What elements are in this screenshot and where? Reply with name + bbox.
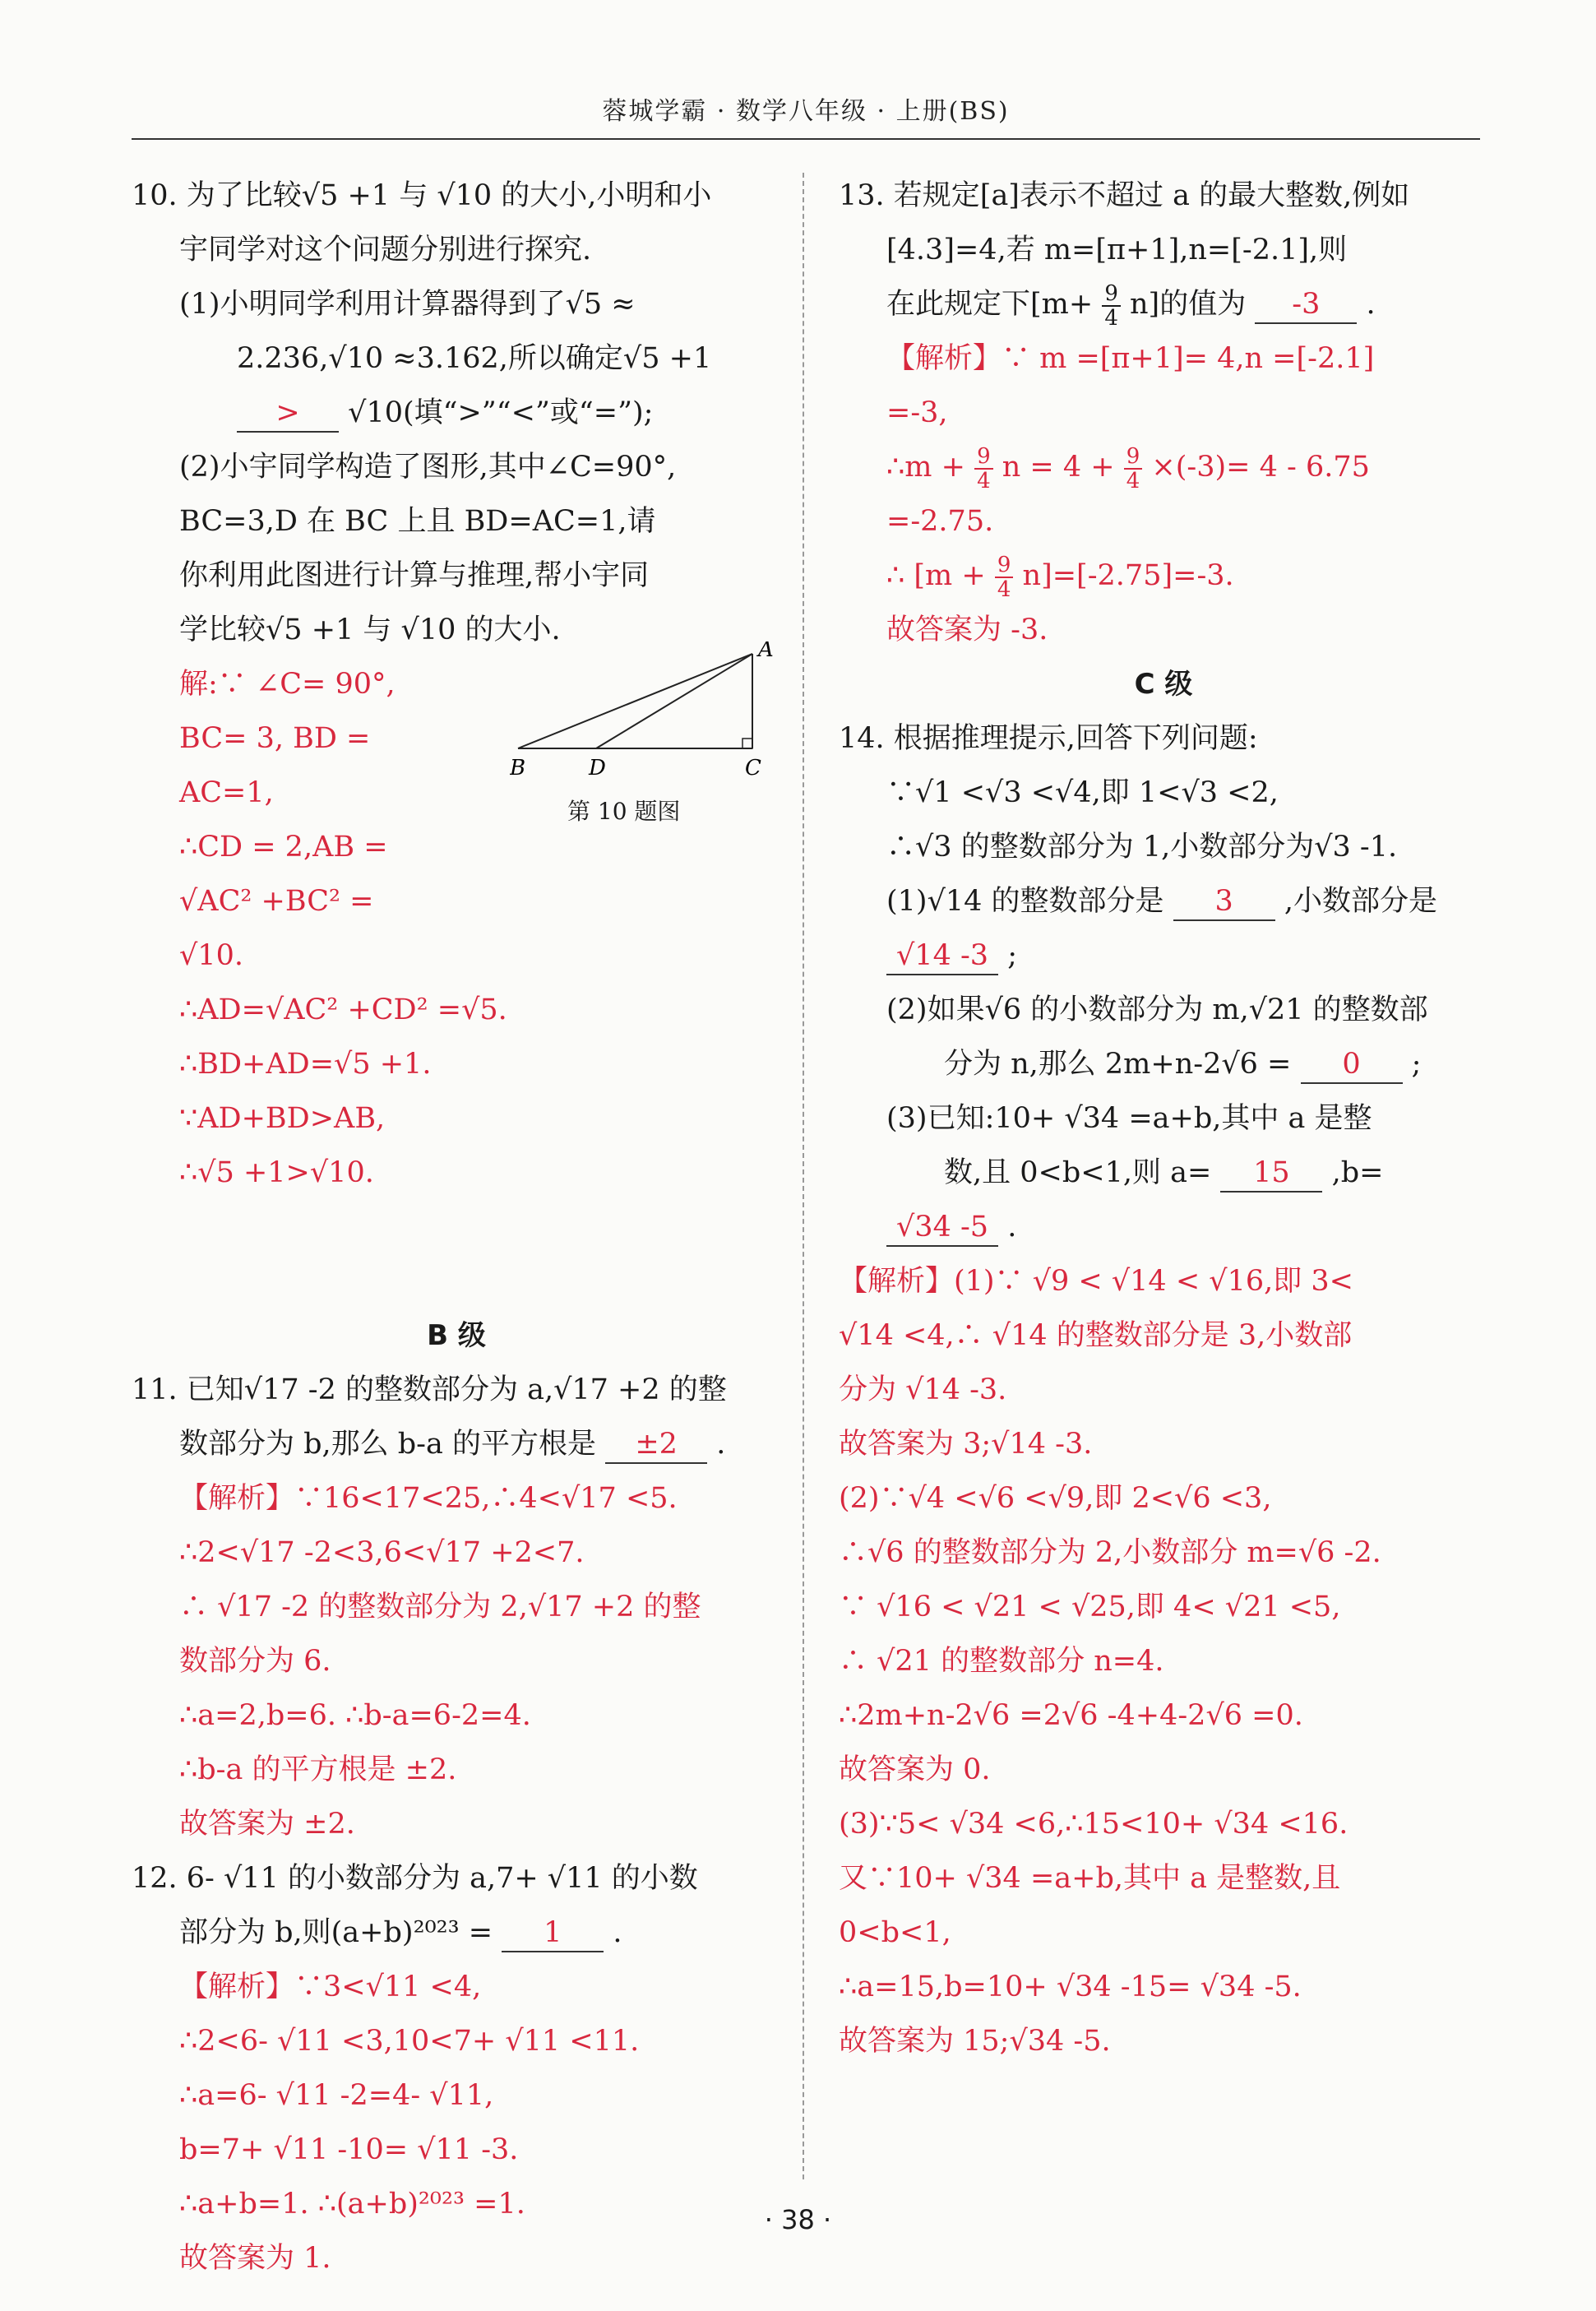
q10-solution-2: BC= 3, BD = [179,722,371,755]
q14-line-10: √34 -5 . [839,1200,1488,1254]
q13-line-3-mid: n]的值为 [1130,288,1247,321]
q13-period: . [1366,288,1376,321]
q14-solution-10: 故答案为 0. [839,1753,991,1786]
q13-solution-2: =-3, [886,396,948,429]
q12-solution-2: ∴2<6- √11 <3,10<7+ √11 <11. [179,2025,640,2058]
page-number: · 38 · [764,2204,832,2235]
q11-solution-6: ∴b-a 的平方根是 ±2. [179,1753,457,1786]
q10-line-8: 你利用此图进行计算与推理,帮小宇同 [179,559,650,592]
q14-line-2: ∵√1 <√3 <√4,即 1<√3 <2, [886,776,1279,809]
q10-solution-4: ∴CD = 2,AB = [179,831,388,864]
figure-caption: 第 10 题图 [567,798,681,825]
q12-line-1: 12. 6- √11 的小数部分为 a,7+ √11 的小数 [132,1862,698,1895]
q10-line-7: BC=3,D 在 BC 上且 BD=AC=1,请 [179,505,656,538]
q14-3-a-blank: 15 [1220,1155,1322,1193]
q13-solution-4: =-2.75. [886,505,994,538]
label-a: A [758,641,774,662]
fraction-9-4: $\frac{9}{4}$ [995,553,1014,601]
q14-solution-3: 分为 √14 -3. [839,1373,1007,1406]
column-divider [803,173,804,2179]
q14-solution-1: 【解析】(1)∵ √9 < √14 < √16,即 3< [839,1265,1353,1298]
q11-solution-4: 数部分为 6. [179,1645,331,1678]
left-column [132,169,781,2286]
q13-solution-3: ∴m + $\frac{9}{4}$ n = 4 + $\frac{9}{4}$ ×(-3)= 4 - 6.75 [886,443,1370,493]
q14-1-integer-blank: 3 [1173,883,1275,921]
q14-solution-9: ∴2m+n-2√6 =2√6 -4+4-2√6 =0. [839,1699,1303,1732]
segment-da [596,654,752,748]
label-d: D [589,756,606,780]
q14-solution-2: √14 <4,∴ √14 的整数部分是 3,小数部 [839,1319,1353,1352]
q14-line-7: 分为 n,那么 2m+n-2√6 = 0 ; [839,1037,1488,1091]
q10-solution-9: ∵AD+BD>AB, [179,1102,386,1135]
q14-line-9: 数,且 0<b<1,则 a= 15 ,b= [839,1146,1488,1200]
q14-solution-15: 故答案为 15;√34 -5. [839,2025,1111,2058]
q11-line-1: 11. 已知√17 -2 的整数部分为 a,√17 +2 的整 [132,1373,727,1406]
q12-period: . [613,1916,622,1949]
q10-solution-1: 解:∵ ∠C= 90°, [179,668,396,701]
q14-solution-13: 0<b<1, [839,1916,951,1949]
q11-solution-2: ∴2<√17 -2<3,6<√17 +2<7. [179,1536,585,1569]
q14-line-5: √14 -3 ; [839,929,1488,983]
spacer [132,1200,781,1308]
header-rule [132,138,1480,140]
q12-line-2 [132,1906,781,1960]
q10-line-9: 学比较√5 +1 与 √10 的大小. [179,614,561,646]
label-b: B [510,756,526,780]
running-header: 蓉城学霸 · 数学八年级 · 上册(BS) [602,97,1010,126]
q14-line-4: (1)√14 的整数部分是 3 ,小数部分是 [839,874,1488,929]
q11-solution-1: 【解析】∵16<17<25,∴4<√17 <5. [179,1482,678,1515]
q13-answer-blank: -3 [1255,286,1357,324]
fraction-9-4: $\frac{9}{4}$ [974,445,993,493]
q14-1-decimal-blank: √14 -3 [886,938,998,975]
q14-solution-14: ∴a=15,b=10+ √34 -15= √34 -5. [839,1971,1302,2003]
level-c-heading: C 级 [1134,668,1193,701]
segment-ba [518,654,752,748]
q14-solution-8: ∴ √21 的整数部分 n=4. [839,1645,1164,1678]
q14-solution-6: ∴√6 的整数部分为 2,小数部分 m=√6 -2. [839,1536,1381,1569]
q10-line-4: 2.236,√10 ≈3.162,所以确定√5 +1 [237,342,712,375]
q14-2-blank: 0 [1301,1046,1403,1084]
q12-answer-blank: 1 [502,1915,604,1952]
q10-line-5 [132,386,781,440]
q14-solution-7: ∵ √16 < √21 < √25,即 4< √21 <5, [839,1591,1341,1623]
label-c: C [745,756,761,780]
level-b-heading: B 级 [427,1319,486,1352]
right-column [839,169,1488,2068]
q11-line-2-text: 数部分为 b,那么 b-a 的平方根是 [179,1428,597,1461]
q10-solution-8: ∴BD+AD=√5 +1. [179,1048,432,1081]
fraction-9-4: $\frac{9}{4}$ [1124,445,1143,493]
q10-answer-blank: > [237,395,339,433]
q12-solution-1: 【解析】∵3<√11 <4, [179,1971,482,2003]
q13-solution-5: ∴ [m + $\frac{9}{4}$ n]=[-2.75]=-3. [886,552,1234,602]
q14-line-3: ∴√3 的整数部分为 1,小数部分为√3 -1. [886,831,1398,864]
q12-solution-4: b=7+ √11 -10= √11 -3. [179,2133,519,2166]
q14-solution-12: 又∵10+ √34 =a+b,其中 a 是整数,且 [839,1862,1341,1895]
q12-solution-3: ∴a=6- √11 -2=4- √11, [179,2079,494,2112]
q14-line-8: (3)已知:10+ √34 =a+b,其中 a 是整 [886,1102,1372,1135]
q10-line-6: (2)小宇同学构造了图形,其中∠C=90°, [179,451,677,484]
fraction-9-4: $\frac{9}{4}$ [1102,282,1121,330]
q12-line-2-text: 部分为 b,则(a+b)²⁰²³ = [179,1916,493,1949]
q14-solution-11: (3)∵5< √34 <6,∴15<10+ √34 <16. [839,1808,1349,1841]
q11-solution-5: ∴a=2,b=6. ∴b-a=6-2=4. [179,1699,531,1732]
q14-line-1: 14. 根据推理提示,回答下列问题: [839,722,1258,755]
q11-solution-3: ∴ √17 -2 的整数部分为 2,√17 +2 的整 [179,1591,701,1623]
q10-solution-6: √10. [179,939,243,972]
q13-line-3-pre: 在此规定下[m+ [886,288,1094,321]
q14-3-b-blank: √34 -5 [886,1209,998,1247]
right-angle-mark [742,739,752,748]
q13-line-1: 13. 若规定[a]表示不超过 a 的最大整数,例如 [839,179,1410,212]
q10-solution-5: √AC² +BC² = [179,885,374,918]
q10-line-1: 10. 为了比较√5 +1 与 √10 的大小,小明和小 [132,179,712,212]
q14-solution-4: 故答案为 3;√14 -3. [839,1428,1093,1461]
q10-solution-7: ∴AD=√AC² +CD² =√5. [179,993,507,1026]
q10-line-2: 宇同学对这个问题分别进行探究. [179,234,592,266]
q10-solution-10: ∴√5 +1>√10. [179,1156,374,1189]
q13-line-3 [839,277,1488,331]
q14-line-6: (2)如果√6 的小数部分为 m,√21 的整数部 [886,993,1428,1026]
q10-line-3: (1)小明同学利用计算器得到了√5 ≈ [179,288,636,321]
q12-solution-6: 故答案为 1. [179,2242,331,2275]
q13-solution-6: 故答案为 -3. [886,614,1048,646]
q10-solution-3: AC=1, [179,776,274,809]
q11-line-2 [132,1417,781,1471]
q10-line-5-text: √10(填“>”“<”或“=”); [348,396,654,429]
q14-solution-5: (2)∵√4 <√6 <√9,即 2<√6 <3, [839,1482,1272,1515]
q11-period: . [716,1428,726,1461]
q13-solution-1: 【解析】∵ m =[π+1]= 4,n =[-2.1] [886,342,1375,375]
q13-line-2: [4.3]=4,若 m=[π+1],n=[-2.1],则 [886,234,1348,266]
q11-answer-blank: ±2 [605,1426,707,1464]
q11-solution-7: 故答案为 ±2. [179,1808,355,1841]
q12-solution-5: ∴a+b=1. ∴(a+b)²⁰²³ =1. [179,2188,525,2221]
